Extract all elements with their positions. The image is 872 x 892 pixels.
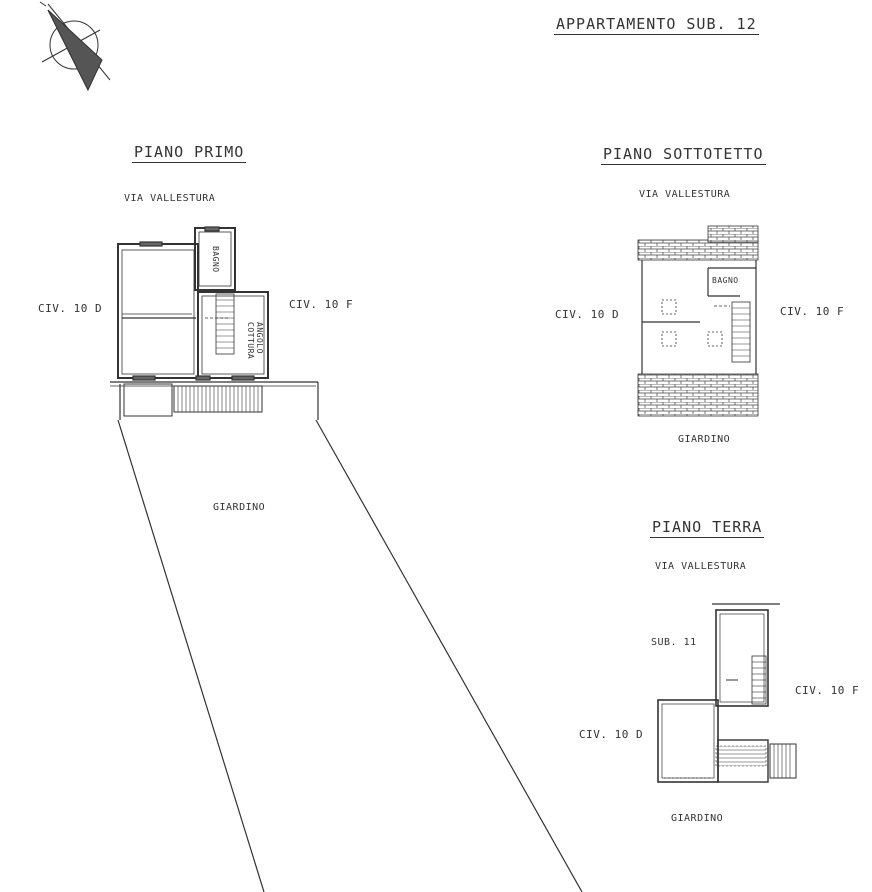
piano-terra-left-label: CIV. 10 D [579, 728, 644, 741]
page-title: APPARTAMENTO SUB. 12 [556, 15, 757, 33]
piano-sottotetto-garden: GIARDINO [678, 434, 731, 445]
piano-sottotetto-title: PIANO SOTTOTETTO [603, 145, 764, 163]
piano-primo-title: PIANO PRIMO [134, 143, 245, 161]
piano-sottotetto-street: VIA VALLESTURA [639, 189, 731, 200]
piano-primo-garden: GIARDINO [213, 502, 266, 513]
piano-sottotetto-plan [638, 226, 758, 416]
piano-sottotetto-room-bagno: BAGNO [712, 276, 739, 285]
piano-primo-left-label: CIV. 10 D [38, 302, 103, 315]
piano-terra-street: VIA VALLESTURA [655, 561, 747, 572]
piano-primo-room-angolo-1: ANGOLO [255, 322, 264, 354]
piano-primo-right-label: CIV. 10 F [289, 298, 354, 311]
piano-terra-title: PIANO TERRA [652, 518, 763, 536]
piano-terra-sub-label: SUB. 11 [651, 637, 697, 648]
north-arrow-icon [40, 2, 110, 90]
piano-primo-room-angolo-2: COTTURA [246, 322, 255, 360]
piano-terra-garden: GIARDINO [671, 813, 724, 824]
piano-primo-room-bagno: BAGNO [211, 246, 220, 273]
piano-sottotetto-left-label: CIV. 10 D [555, 308, 620, 321]
piano-terra-right-label: CIV. 10 F [795, 684, 860, 697]
piano-primo-plan [110, 227, 582, 892]
piano-terra-plan [658, 604, 796, 782]
piano-primo-street: VIA VALLESTURA [124, 193, 216, 204]
piano-sottotetto-right-label: CIV. 10 F [780, 305, 845, 318]
